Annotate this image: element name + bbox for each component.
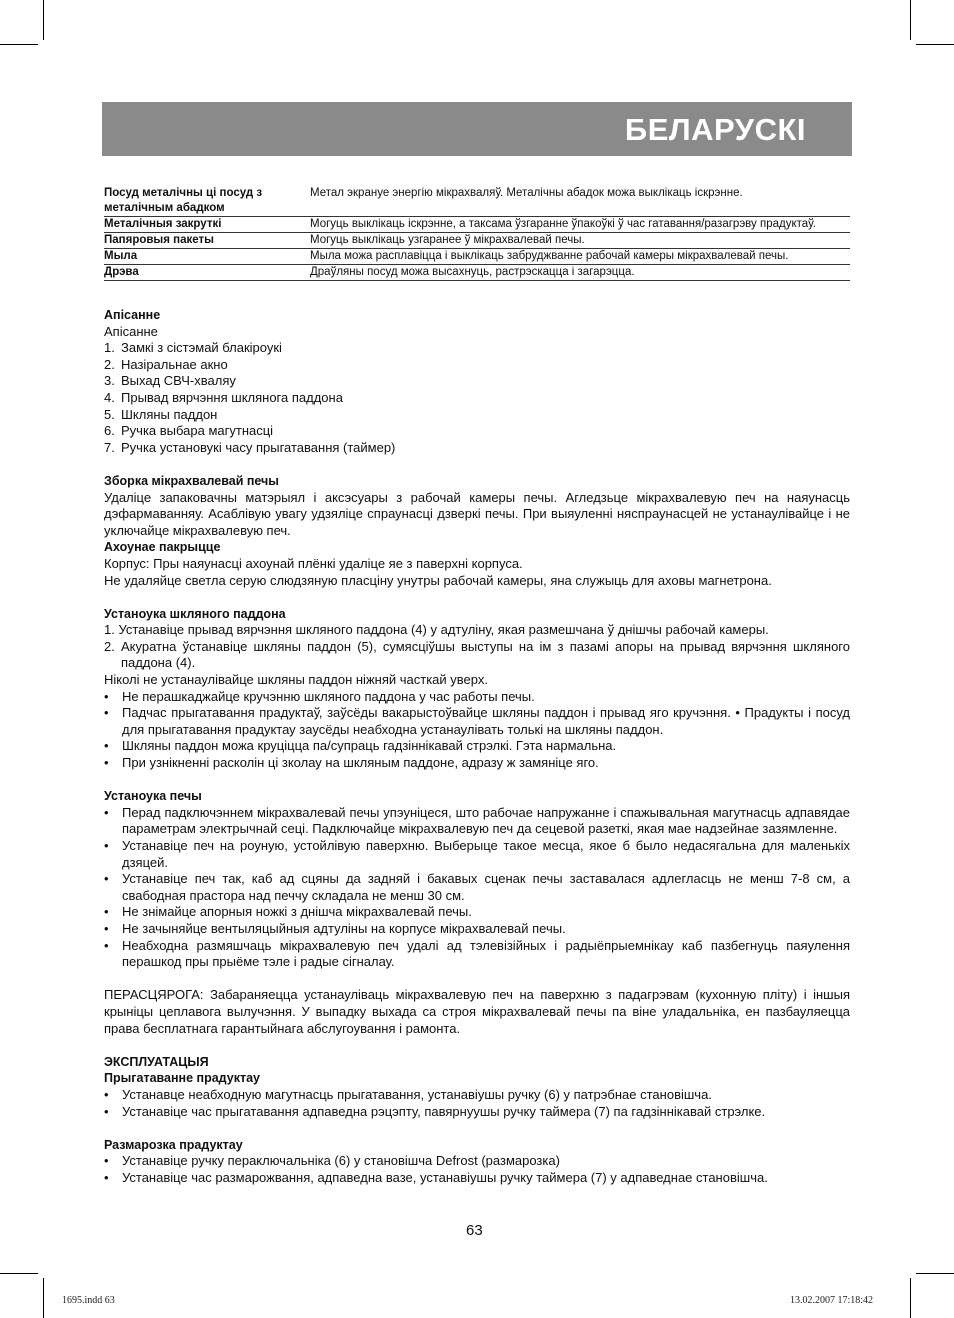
crop-mark — [43, 1278, 44, 1318]
list-item: • Неабходна размяшчаць мікрахвалевую печ удалі ад тэлевізійных і радыёпрыемнікау каб пазбегнуць паяулення перашкод пры прыёме тэле і радые сігналау. — [104, 937, 850, 970]
list-item: • Устанавіце час прыгатавання адпаведна рэцэпту, павярнуушы ручку таймера (7) па гадзіннікавай стрэлке. — [104, 1103, 766, 1119]
table-row — [104, 249, 850, 265]
footer-file: 1695.indd 63 — [62, 1295, 115, 1306]
list-item: • Устанавіце печ так, каб ад сцяны да задняй і бакавых сценак печы заставалася адлегласць не менш 7-8 см, а свабодная прастора над печчу складала не менш 30 см. — [104, 871, 850, 903]
material-note: Могуць выклікаць узгаранее ў мікрахвалевай печы. — [310, 234, 585, 246]
page-title: БЕЛАРУСКІ — [624, 112, 806, 147]
list-item: 3. Выхад СВЧ-хваляу — [104, 373, 236, 389]
list-item: 4. Прывад вярчэння шклянога паддона — [104, 389, 343, 405]
list-item: • При узнікненні расколін ці зколау на шкляным паддоне, адразу ж замяніце яго. — [104, 755, 599, 771]
section-heading: Устаноука шкляного паддона — [104, 606, 286, 621]
table-row — [104, 233, 850, 249]
list-item: • Устанавіце час размарожвання, адпаведна вазе, устанавіушы ручку таймера (7) у адпаведнае становішча. — [104, 1169, 768, 1185]
crop-mark — [910, 1278, 911, 1318]
crop-mark — [916, 1273, 954, 1274]
list-item: 6. Ручка выбара магутнасці — [104, 423, 274, 439]
material-note: Метал экрануе энергію мікрахваляў. Металічны абадок можа выклікаць іскрэнне. — [310, 187, 743, 199]
section-subheading: Размарозка прадуктау — [104, 1137, 243, 1152]
list-item: • Не знімайце апорныя ножкі з днішча мікрахвалевай печы. — [104, 904, 472, 920]
paragraph: 1. Устанавіце прывад вярчэння шкляного паддона (4) у адтуліну, якая размешчана ў днішчы рабочай камеры. — [104, 622, 769, 638]
section-heading: Устаноука печы — [104, 789, 202, 804]
bullet-list — [104, 805, 850, 971]
materials-table — [104, 186, 850, 281]
material-note: Драўляны посуд можа высахнуць, растрэскацца і загарэцца. — [310, 266, 635, 278]
bullet-list — [104, 689, 850, 772]
page-number: 63 — [466, 1222, 483, 1239]
paragraph: Ніколі не устанаулівайце шкляны паддон ніжняй часткай уверх. — [104, 672, 488, 688]
section-subheading: Прыгатаванне прадуктау — [104, 1071, 260, 1086]
crop-mark — [43, 0, 44, 40]
crop-mark — [910, 0, 911, 40]
list-item: • Падчас прыгатавання прадуктаў, заўсёды вакарыстоўвайце шкляны паддон і прывад яго кручэння. • Прадукты і посуд для прыгатавання прадуктау заусёды неабходна устанаулівать толькі на шкляны паддон. — [104, 705, 850, 737]
list-item: • Устанавіце ручку пераключальніка (6) у становішча Defrost (размарозка) — [104, 1153, 560, 1169]
material-name: Посуд металічны ці посуд з металічным абадком — [104, 187, 263, 214]
list-item: • Устанавіце печ на роуную, устойлівую паверхню. Выберыце такое месца, якое б было недасягальна для маленькіх дзяцей. — [104, 838, 850, 870]
paragraph: Удаліце запаковачны матэрыял і аксэсуары з рабочай камеры печы. Агледзьце мікрахвалевую печ на наяунасць дэфармаванняу. Асаблівую увагу удзяліце спраунасці дзверкі печы. При выяуленні няспраунасцей не устанаулівайце і не уключайце мікрахвалевую печ. — [104, 489, 850, 538]
list-item: • Шкляны паддон можа круціцца па/супраць гадзіннікавай стрэлкі. Гэта нармальна. — [104, 738, 617, 754]
crop-mark — [0, 44, 38, 45]
list-item: 2. Акуратна ўстанавіце шкляны паддон (5), сумясціўшы выступы на ім з пазамі апоры на прывад вярчэння шкляного паддона (4). — [104, 638, 850, 671]
paragraph: Корпус: Пры наяунасці ахоунай плёнкі удаліце яе з паверхні корпуса. — [104, 555, 523, 571]
section-heading: Апісанне — [104, 308, 161, 322]
section-heading: Ахоунае пакрыцце — [104, 540, 221, 555]
bullet-list — [104, 1087, 850, 1120]
list-item: • Перад падключэннем мікрахвалевай печы упэуніцеся, што рабочае напружанне і спажывальная магутнасць адпавядае параметрам электрычнай сеці. Падключайце мікрахвалевую печ да сецевой разеткі, якая мае надзейнае зазямленне. — [104, 804, 850, 837]
list-item: 5. Шкляны паддон — [104, 406, 218, 422]
parts-list — [104, 340, 850, 456]
main-content — [104, 307, 850, 1186]
paragraph: Не удаляйце светла серую слюдзяную пласціну унутры рабочай камеры, яна служыць для аховы магнетрона. — [104, 572, 772, 588]
list-item: • Не зачыняйце вентыляцыйныя адтуліны на корпусе мікрахвалевай печы. — [104, 920, 566, 936]
list-item: 1. Замкі з сістэмай блакіроукі — [104, 340, 282, 356]
table-row — [104, 186, 850, 217]
table-row — [104, 217, 850, 233]
material-name: Мыла — [104, 250, 138, 262]
material-name: Папяровыя пакеты — [104, 234, 214, 246]
crop-mark — [916, 44, 954, 45]
section-heading: ЭКСПЛУАТАЦЫЯ — [104, 1054, 209, 1069]
material-name: Металічныя закруткі — [104, 218, 222, 230]
language-header — [102, 102, 852, 156]
list-item: 2. Назіральнае акно — [104, 356, 228, 372]
section-subheading: Апісанне — [104, 323, 158, 339]
section-heading: Зборка мікрахвалевай печы — [104, 473, 279, 488]
material-note: Мыла можа расплавіцца і выклікаць забруджванне рабочай камеры мікрахвалевай печы. — [310, 250, 789, 262]
list-item: • Не перашкаджайце кручэнню шкляного паддона у час работы печы. — [104, 688, 535, 704]
footer-timestamp: 13.02.2007 17:18:42 — [790, 1295, 874, 1306]
list-item: • Устанавце неабходную магутнасць прыгатавання, устанавіушы ручку (6) у патрэбнае становішча. — [104, 1086, 712, 1102]
warning-paragraph: ПЕРАСЦЯРОГА: Забараняецца устанауліваць мікрахвалевую печ на паверхню з падагрэвам (кухонную пліту) і іншыя крыніцы цеплавога вылучэння. У выпадку выхада са строя мікрахвалевай печы па віне уладальніка, ен пазбауляецца права бесплатнага гарантыйнага абслугоування і рамонта. — [104, 987, 850, 1036]
material-name: Дрэва — [104, 266, 139, 278]
crop-mark — [0, 1273, 38, 1274]
table-row — [104, 265, 850, 281]
bullet-list — [104, 1153, 850, 1186]
material-note: Могуць выклікаць іскрэнне, а таксама ўзгаранне ўпакоўкі ў час гатавання/разагрэву прадуктаў. — [310, 218, 816, 230]
list-item: 7. Ручка установукі часу прыгатавання (таймер) — [104, 439, 396, 455]
